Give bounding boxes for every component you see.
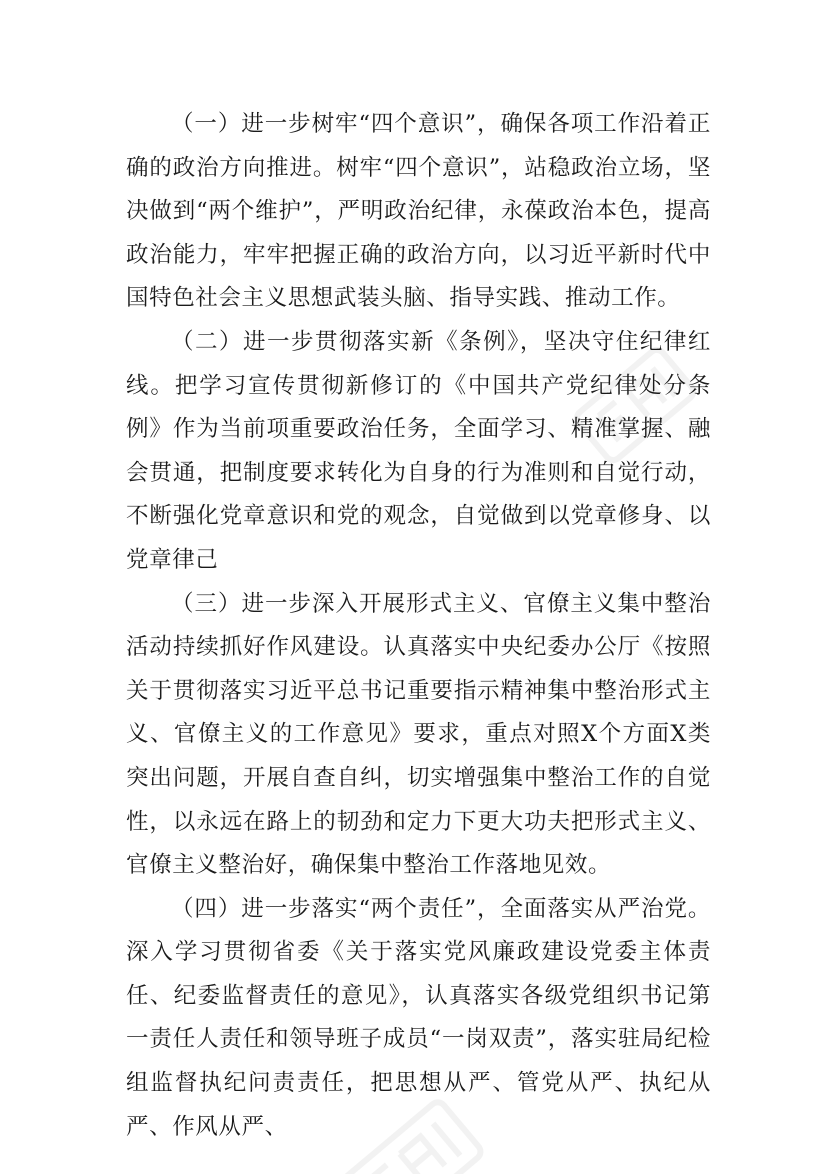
paragraph-4: （四）进一步落实“两个责任”，全面落实从严治党。深入学习贯彻省委《关于落实党风廉政建设党委主体责任、纪委监督责任的意见》，认真落实各级党组织书记第一责任人责任和领导班子成员“一岗双责”，落实驻局纪检组监督执纪问责责任，把思想从严、管党从严、执纪从严、作风从严、 bbox=[126, 895, 711, 1140]
paragraph-1: （一）进一步树牢“四个意识”，确保各项工作沿着正确的政治方向推进。树牢“四个意识”，站稳政治立场，坚决做到“两个维护”，严明政治纪律，永葆政治本色，提高政治能力，牢牢把握正确的政治方向，以习近平新时代中国特色社会主义思想武装头脑、指导实践、推动工作。 bbox=[126, 111, 711, 312]
paragraph-3: （三）进一步深入开展形式主义、官僚主义集中整治活动持续抓好作风建设。认真落实中央纪委办公厅《按照关于贯彻落实习近平总书记重要指示精神集中整治形式主义、官僚主义的工作意见》要求，重点对照X个方面X类突出问题，开展自查自纠，切实增强集中整治工作的自觉性，以永远在路上的韧劲和定力下更大功夫把形式主义、官僚主义整治好，确保集中整治工作落地见效。 bbox=[126, 590, 711, 879]
document-body bbox=[126, 103, 711, 1149]
paragraph-2: （二）进一步贯彻落实新《条例》，坚决守住纪律红线。把学习宣传贯彻新修订的《中国共产党纪律处分条例》作为当前项重要政治任务，全面学习、精准掌握、融会贯通，把制度要求转化为自身的行为准则和自觉行动，不断强化党章意识和党的观念，自觉做到以党章修身、以党章律己 bbox=[126, 328, 711, 573]
